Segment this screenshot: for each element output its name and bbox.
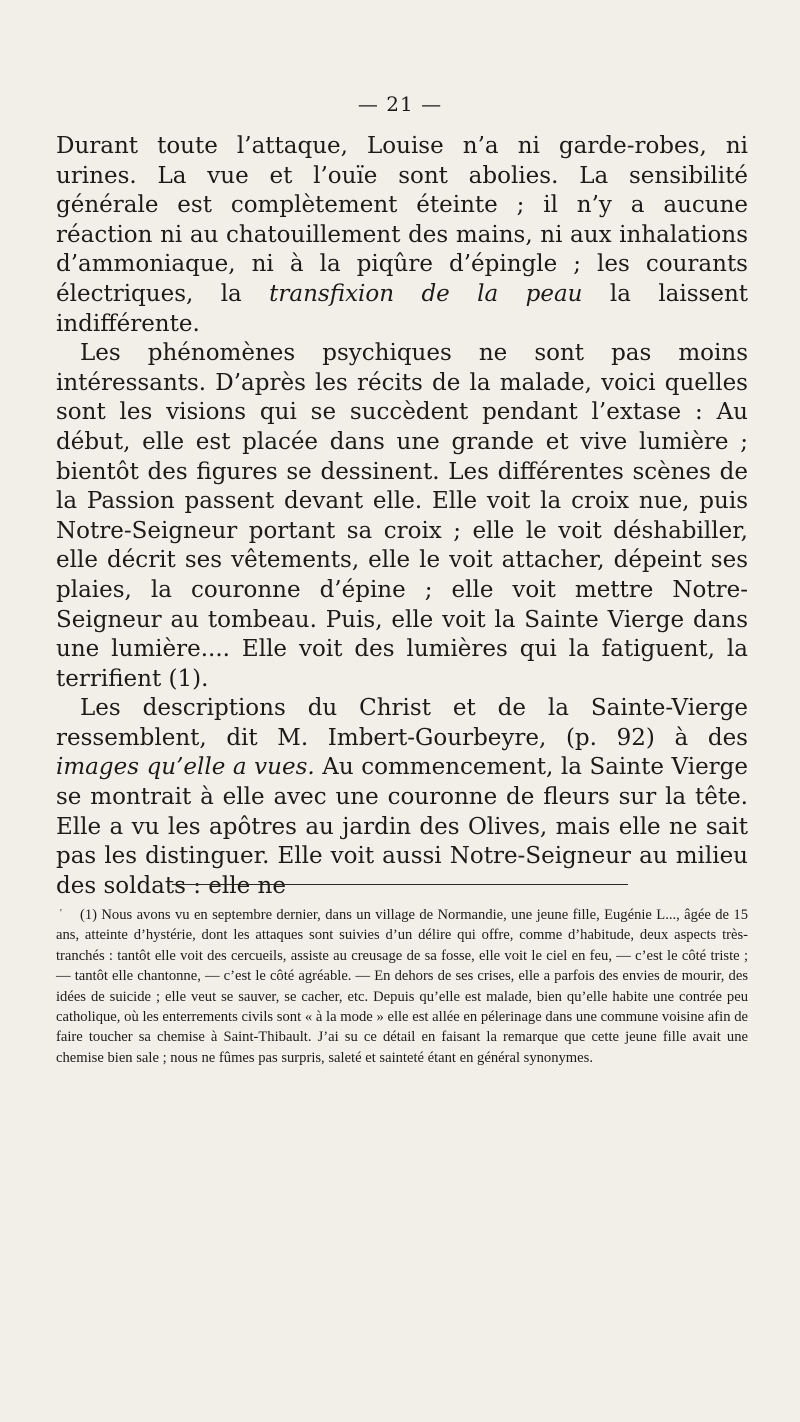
paragraph-3-end: Au commencement, la Sainte Vierge se montrait à elle avec une couronne de fleurs sur la tête. Elle a vu les apôtres au jardin des Olives, mais elle ne sait pas les distinguer. Elle voit aussi Notre-Seigneur au milieu des soldats : elle ne bbox=[56, 754, 749, 899]
paragraph-3 bbox=[56, 694, 748, 901]
footnote-divider bbox=[172, 884, 628, 885]
paragraph-1 bbox=[56, 132, 748, 339]
paragraph-3-start: Les descriptions du Christ et de la Sainte-Vierge ressemblent, dit M. Imbert-Gourbeyre, (p. 92) à des bbox=[56, 695, 748, 751]
paragraph-1-text: Durant toute l’attaque, Louise n’a ni garde-robes, ni urines. La vue et l’ouïe sont abolies. La sensibilité générale est complètement éteinte ; il n’y a aucune réaction ni au chatouillement des mains, ni aux inhalations d’ammoniaque, ni à la piqûre d’épingle ; les courants électriques, la bbox=[56, 133, 748, 307]
page-number: — 21 — bbox=[357, 92, 443, 116]
paragraph-1-end: la laissent indifférente. bbox=[56, 280, 749, 337]
footnote bbox=[56, 905, 748, 1068]
paragraph-2: Les phénomènes psychiques ne sont pas moins intéressants. D’après les récits de la malade, voici quelles sont les visions qui se succèdent pendant l’extase : Au début, elle est placée dans une grande et vive lumière ; bientôt des figures se dessinent. Les différentes scènes de la Passion passent devant elle. Elle voit la croix nue, puis Notre-Seigneur portant sa croix ; elle le voit déshabiller, elle décrit ses vêtements, elle le voit attacher, dépeint ses plaies, la couronne d’épine ; elle voit mettre Notre-Seigneur au tombeau. Puis, elle voit la Sainte Vierge dans une lumière.... Elle voit des lumières qui la fatiguent, la terrifient (1). bbox=[56, 340, 748, 692]
footnote-text: (1) Nous avons vu en septembre dernier, dans un village de Normandie, une jeune fille, Eugénie L..., âgée de 15 ans, atteinte d’hystérie, dont les attaques sont suivies d’un délire qui offre, comme d’habitude, deux aspects très-tranchés : tantôt elle voit des cercueils, assiste au creusage de sa fosse, elle voit le ciel en feu, — c’est le côté triste ; — tantôt elle chantonne, — c’est le côté agréable. — En dehors de ses crises, elle a parfois des envies de mourir, des idées de suicide ; elle veut se sauver, se cacher, etc. Depuis qu’elle est malade, bien qu’elle habite une contrée peu catholique, où les enterrements civils sont « à la mode » elle est allée en pélerinage dans une commune voisine afin de faire toucher sa chemise à Saint-Thibault. J’ai su ce détail en faisant la remarque que cette jeune fille avait une chemise bien sale ; nous ne fûmes pas surpris, saleté et sainteté étant en général synonymes. bbox=[56, 907, 748, 1066]
main-text bbox=[56, 132, 748, 901]
paragraph-1-italic: transfixion de la peau bbox=[269, 280, 583, 307]
paragraph-3-italic: images qu’elle a vues. bbox=[56, 754, 315, 781]
footnote-marker: ' bbox=[60, 908, 62, 919]
